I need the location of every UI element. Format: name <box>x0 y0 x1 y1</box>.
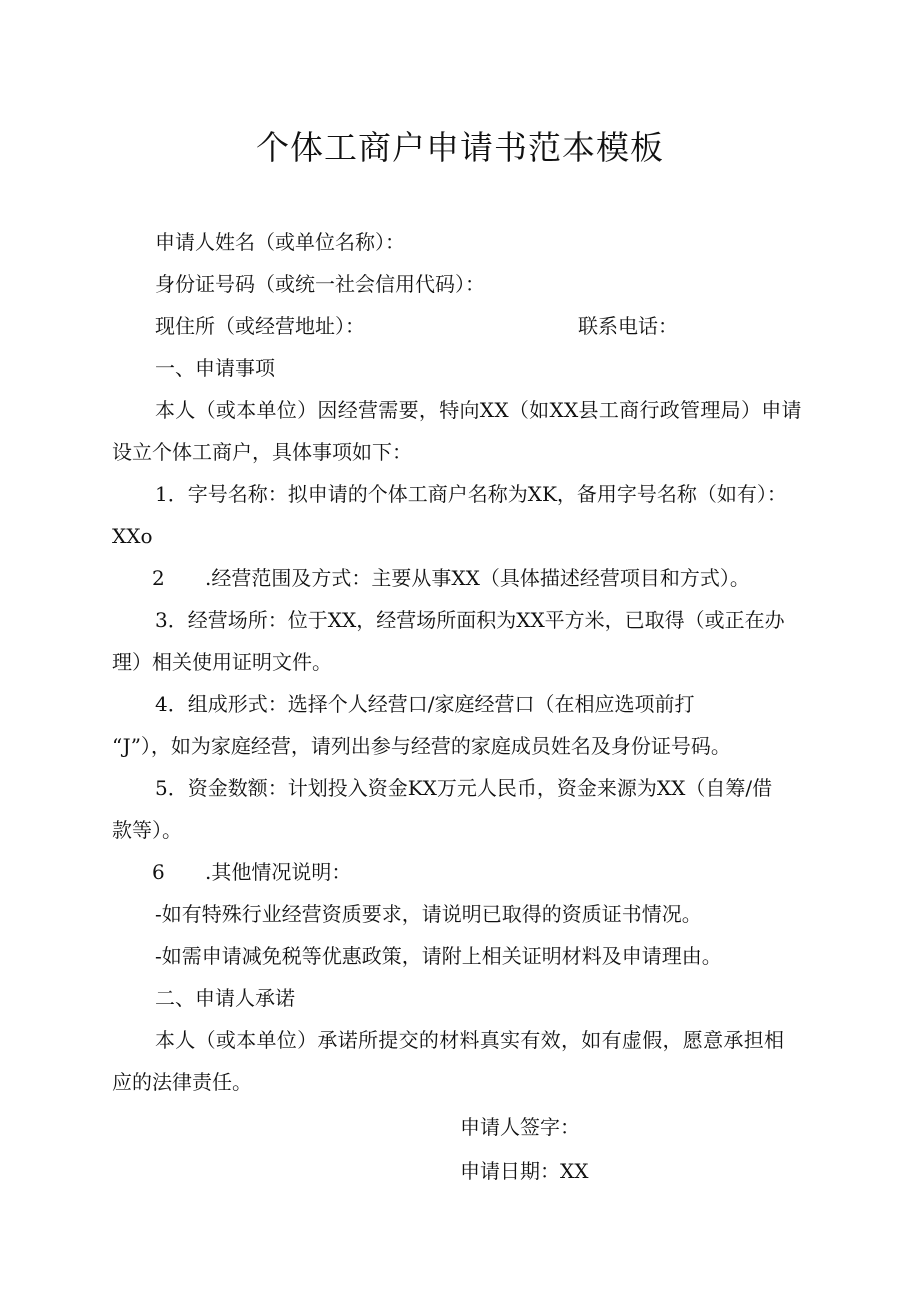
section2-text-line1: 本人（或本单位）承诺所提交的材料真实有效，如有虚假，愿意承担相 <box>155 1028 785 1052</box>
section1-intro-line2: 设立个体工商户，具体事项如下： <box>112 440 412 464</box>
item3-line1: 3．经营场所：位于XX，经营场所面积为XX平方米，已取得（或正在办 <box>155 608 785 632</box>
item6-number: 6 <box>152 860 165 884</box>
item6-text: .其他情况说明： <box>205 860 352 884</box>
document-title: 个体工商户申请书范本模板 <box>256 128 664 167</box>
item1-line1: 1．字号名称：拟申请的个体工商户名称为XK，备用字号名称（如有）： <box>155 482 787 506</box>
section1-intro-line1: 本人（或本单位）因经营需要，特向XX（如XX县工商行政管理局）申请 <box>155 398 802 422</box>
phone-label: 联系电话： <box>578 314 678 338</box>
section2-heading: 二、申请人承诺 <box>155 986 295 1010</box>
item5-line1: 5．资金数额：计划投入资金KX万元人民币，资金来源为XX（自筹/借 <box>155 776 773 800</box>
signature-label: 申请人签字： <box>460 1115 580 1139</box>
item4-line2: “J”），如为家庭经营，请列出参与经营的家庭成员姓名及身份证号码。 <box>112 734 731 758</box>
application-date-label: 申请日期：XX <box>460 1159 589 1183</box>
item6-sub2: -如需申请减免税等优惠政策，请附上相关证明材料及申请理由。 <box>155 944 722 968</box>
applicant-name-label: 申请人姓名（或单位名称）： <box>155 230 405 254</box>
id-number-label: 身份证号码（或统一社会信用代码）： <box>155 272 485 296</box>
item5-line2: 款等）。 <box>112 818 182 842</box>
item3-line2: 理）相关使用证明文件。 <box>112 650 332 674</box>
item4-line1: 4．组成形式：选择个人经营口/家庭经营口（在相应选项前打 <box>155 692 695 716</box>
section1-heading: 一、申请事项 <box>155 356 275 380</box>
address-label: 现住所（或经营地址）： <box>155 314 365 338</box>
item2-text: .经营范围及方式：主要从事XX（具体描述经营项目和方式）。 <box>205 566 750 590</box>
item1-line2: XXo <box>112 524 153 548</box>
item2-number: 2 <box>152 566 165 590</box>
section2-text-line2: 应的法律责任。 <box>112 1070 252 1094</box>
item6-sub1: -如有特殊行业经营资质要求，请说明已取得的资质证书情况。 <box>155 902 702 926</box>
